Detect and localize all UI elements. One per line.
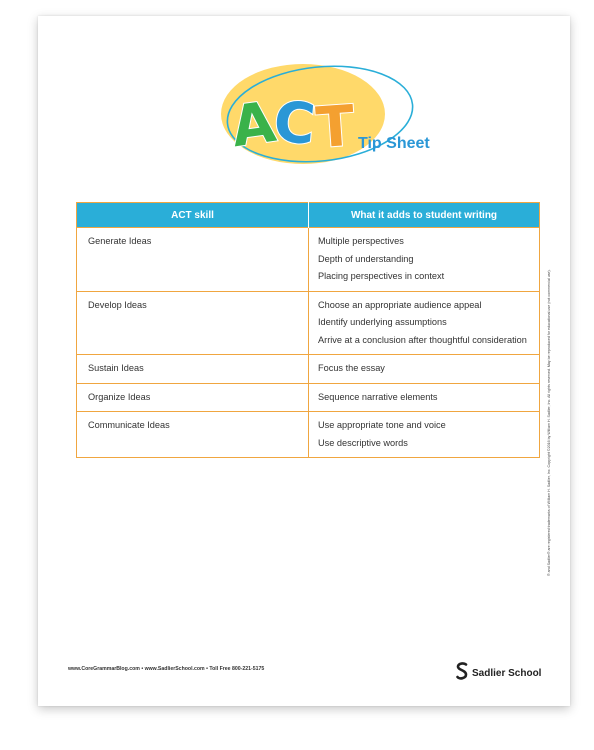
table-row (77, 291, 540, 355)
adds-item: Sequence narrative elements (318, 391, 438, 402)
adds-item: Use appropriate tone and voice (318, 420, 446, 430)
table-row (77, 383, 540, 412)
logo-letter-t: T (314, 93, 357, 162)
skill-cell: Communicate Ideas (77, 412, 309, 458)
adds-item: Multiple perspectives (318, 236, 404, 246)
header-what-it-adds: What it adds to student writing (309, 203, 540, 228)
adds-item: Use descriptive words (318, 437, 408, 448)
skill-cell: Generate Ideas (77, 228, 309, 292)
copyright-notice: ® and Sadlier® are registered trademarks of William H. Sadlier, Inc. Copyright ©2016 by William H. Sadlier, Inc. All rights reserved. May be reproduced for educational use (not commercial use). (547, 269, 551, 576)
act-tip-sheet-logo (208, 56, 438, 176)
sadlier-school-brand (456, 662, 541, 685)
adds-cell (309, 291, 540, 355)
adds-item: Identify underlying assumptions (318, 317, 447, 327)
header-act-skill: ACT skill (77, 203, 309, 228)
adds-cell (309, 228, 540, 292)
adds-item: Focus the essay (318, 363, 385, 373)
skill-cell: Develop Ideas (77, 291, 309, 355)
table-row (77, 228, 540, 292)
skill-cell: Organize Ideas (77, 383, 309, 412)
brand-name: Sadlier School (472, 668, 542, 679)
adds-cell (309, 412, 540, 458)
logo-subtitle: Tip Sheet (358, 135, 430, 152)
table-row (77, 412, 540, 458)
footer-links: www.CoreGrammarBlog.com • www.SadlierSchool.com • Toll Free 800-221-5175 (68, 666, 265, 672)
adds-item: Choose an appropriate audience appeal (318, 299, 482, 310)
adds-item: Placing perspectives in context (318, 271, 445, 281)
adds-cell (309, 383, 540, 412)
adds-item: Depth of understanding (318, 253, 414, 264)
adds-item: Arrive at a conclusion after thoughtful consideration (318, 334, 527, 345)
table-header-row (77, 203, 540, 228)
sadlier-s-logo-icon (456, 662, 468, 685)
act-skills-table (76, 202, 540, 458)
skill-cell: Sustain Ideas (77, 355, 309, 384)
table-row (77, 355, 540, 384)
logo-letter-c: C (271, 89, 318, 158)
tip-sheet-page (38, 16, 570, 706)
logo-letter-a: A (227, 89, 280, 161)
adds-cell (309, 355, 540, 384)
